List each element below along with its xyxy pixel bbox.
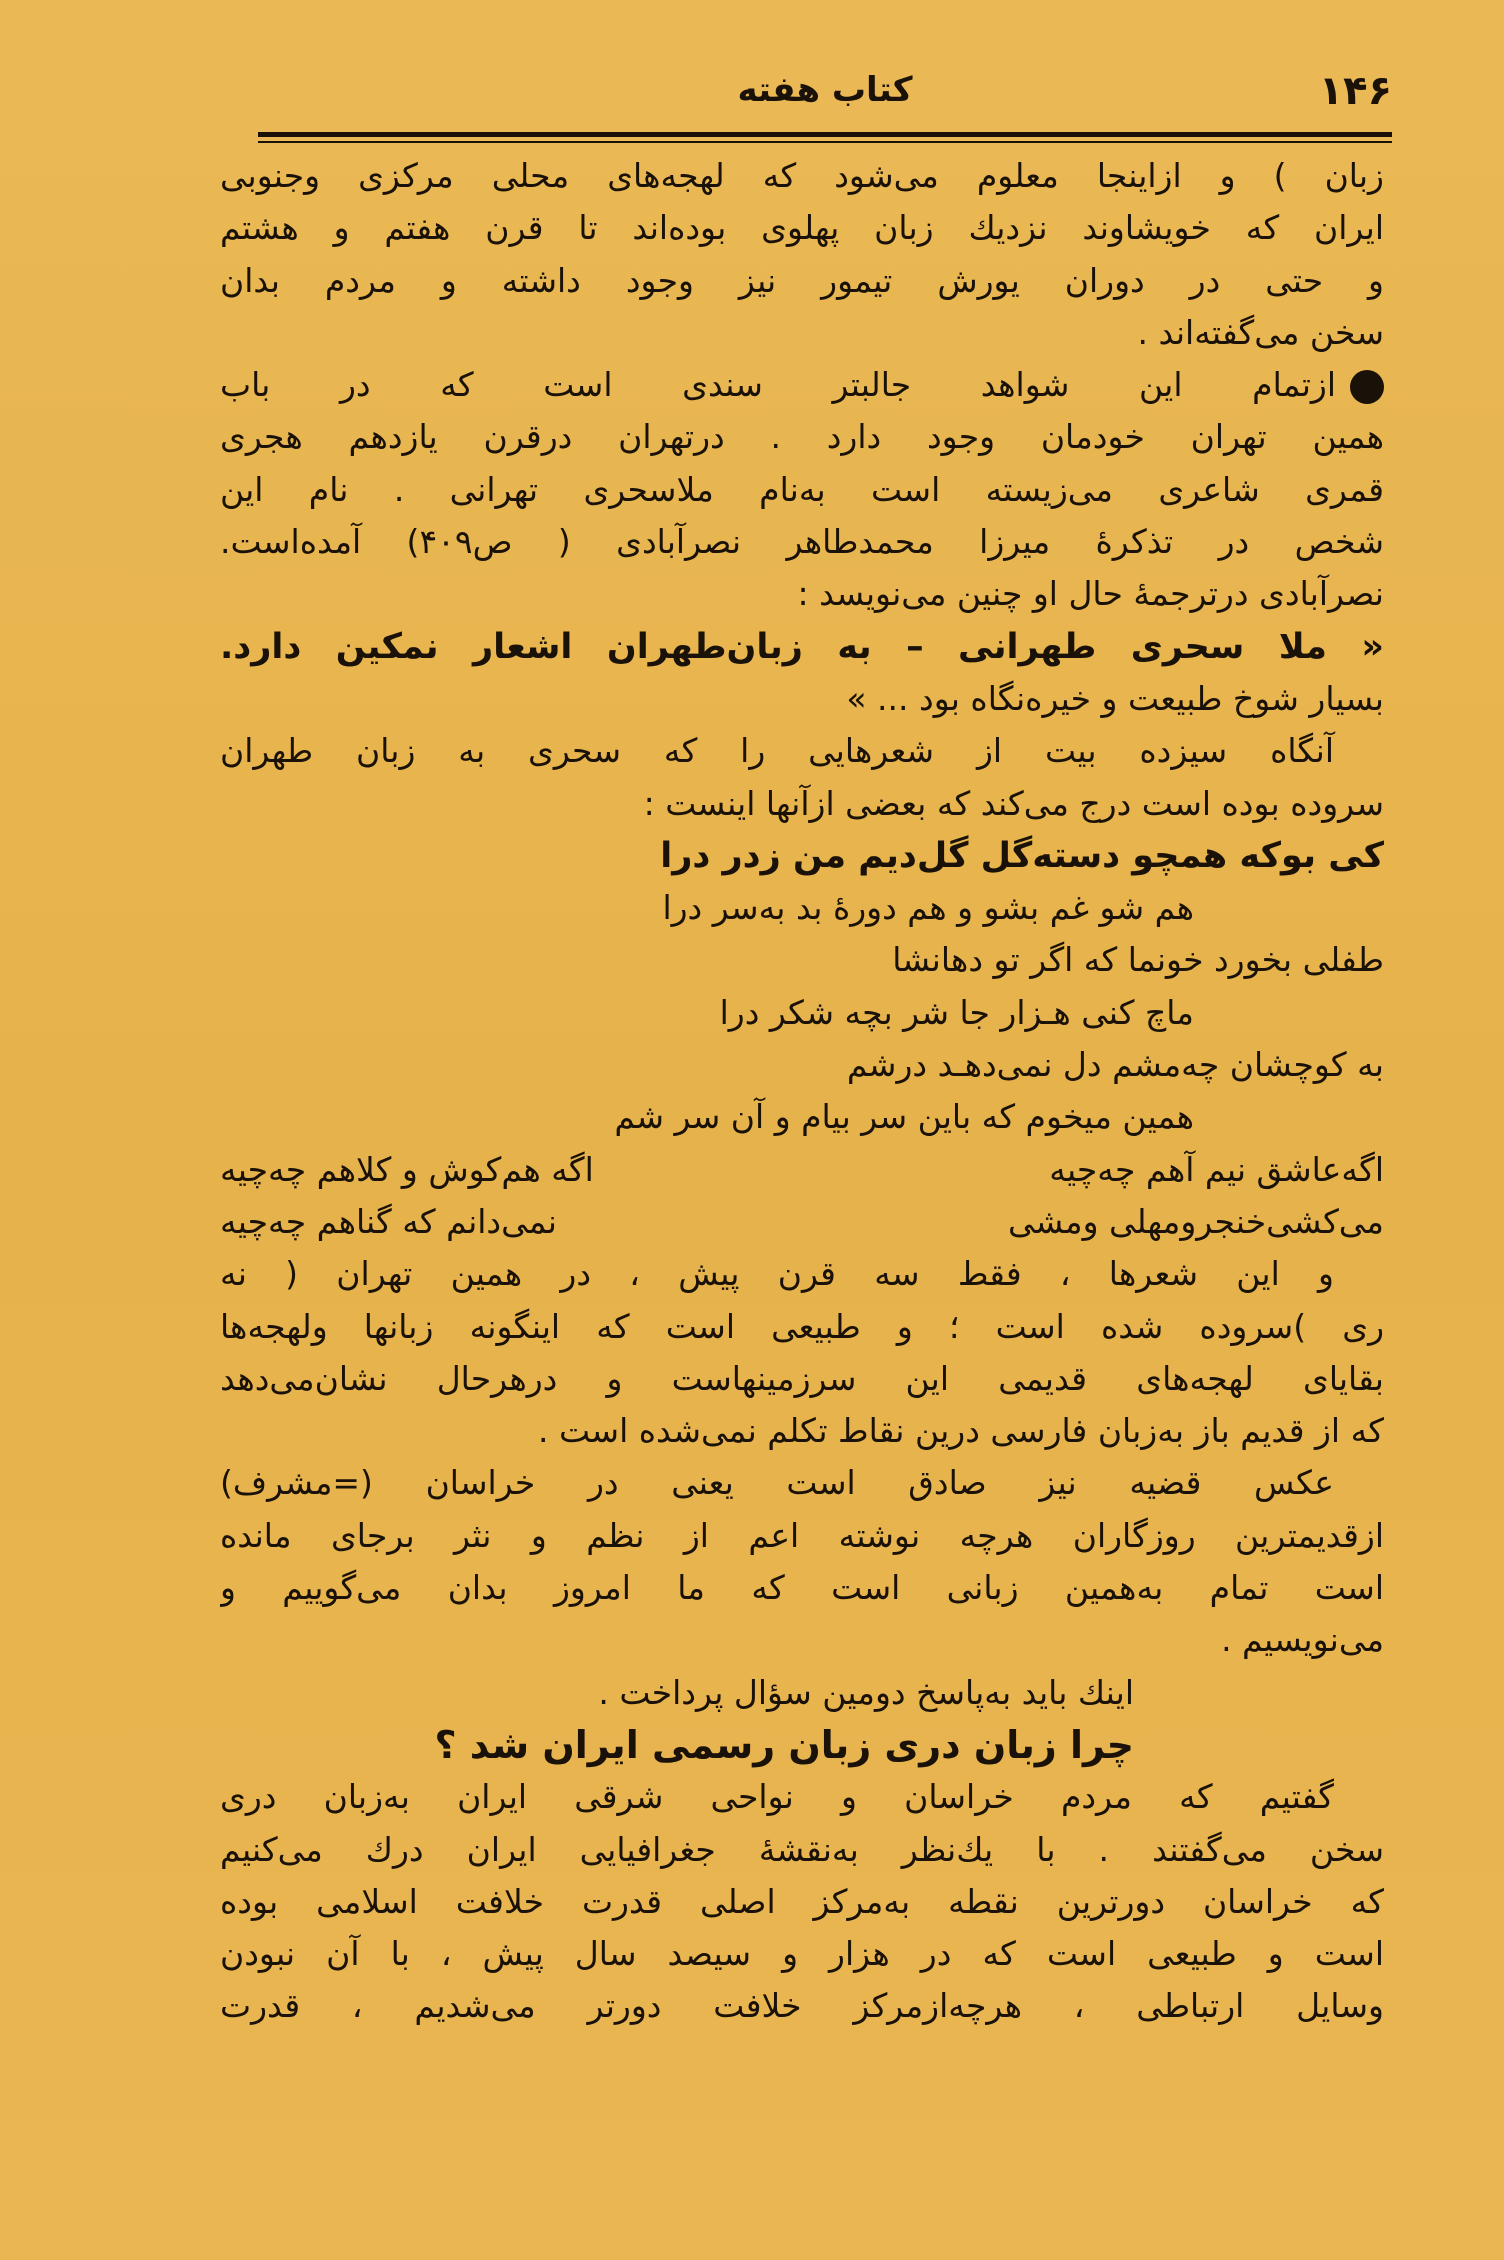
page-header xyxy=(258,62,1392,126)
running-title: کتاب هفته xyxy=(737,70,913,110)
text-line: است و طبیعی است که در هزار و سیصد سال پیش ، با آن نبودن xyxy=(220,1934,1384,1974)
text-line: آنگاه سیزده بیت از شعرهایی را که سحری به زبان طهران xyxy=(220,731,1334,771)
text-line: گفتیم که مردم خراسان و نواحی شرقی ایران به‌زبان دری xyxy=(220,1777,1334,1817)
verse-line: طفلی بخورد خونما که اگر تو دهانشا xyxy=(892,940,1384,980)
text-line: بقایای لهجه‌های قدیمی این سرزمینهاست و درهرحال نشان‌می‌دهد xyxy=(220,1358,1384,1398)
text-line: عکس قضیه نیز صادق است یعنی در خراسان (=مشرف) xyxy=(220,1463,1334,1503)
couplet-right: می‌کشی‌خنجرومهلی ومشی xyxy=(1007,1201,1384,1241)
text-line: قمری شاعری می‌زیسته است به‌نام ملاسحری تهرانی . نام این xyxy=(220,469,1384,509)
section-heading: چرا زبان دری زبان رسمی ایران شد ؟ xyxy=(434,1722,1134,1767)
text-line: شخص در تذکرهٔ میرزا محمدطاهر نصرآبادی ( ص۴۰۹) آمده‌است. xyxy=(220,522,1384,562)
quote-line: بسیار شوخ طبیعت و خیره‌نگاه بود ... » xyxy=(846,678,1384,718)
text-line: زبان ) و ازاینجا معلوم می‌شود که لهجه‌های محلی مرکزی وجنوبی xyxy=(220,156,1384,195)
text-line: است تمام به‌همین زبانی است که ما امروز بدان می‌گوییم و xyxy=(220,1568,1384,1608)
text-line: می‌نویسیم . xyxy=(1221,1620,1384,1660)
verse-line: به کوچشان چه‌مشم دل نمی‌دهـد درشم xyxy=(846,1045,1384,1085)
text-line: ازقدیمترین روزگاران هرچه نوشته اعم از نظم و نثر برجای مانده xyxy=(220,1515,1384,1555)
couplet-row xyxy=(220,1196,1384,1248)
couplet-left: نمی‌دانم که گناهم چه‌چیه xyxy=(220,1201,557,1241)
quote-line: « ملا سحری طهرانی – به زبان‌طهران اشعار نمکین دارد. xyxy=(220,626,1384,667)
text-line: که از قدیم باز به‌زبان فارسی درین نقاط تکلم نمی‌شده است . xyxy=(538,1411,1384,1451)
couplet-row xyxy=(220,1144,1384,1196)
text-line: ازتمام این شواهد جالبتر سندی است که در باب xyxy=(220,365,1336,405)
header-rule xyxy=(258,132,1392,137)
text-line: سخن می‌گفتند . با یك‌نظر به‌نقشهٔ جغرافیایی ایران درك می‌کنیم xyxy=(220,1829,1384,1869)
text-line: ایران که خویشاوند نزدیك زبان پهلوی بوده‌اند تا قرن هفتم و هشتم xyxy=(220,208,1384,248)
text-line: اینك باید به‌پاسخ دومین سؤال پرداخت . xyxy=(598,1672,1134,1712)
text-line: ری )سروده شده است ؛ و طبیعی است که اینگونه زبانها ولهجه‌ها xyxy=(220,1306,1384,1346)
text-line: که خراسان دورترین نقطه به‌مرکز اصلی قدرت خلافت اسلامی بوده xyxy=(220,1881,1384,1921)
text-line: و این شعرها ، فقط سه قرن پیش ، در همین تهران ( نه xyxy=(220,1254,1334,1294)
text-line: وسایل ارتباطی ، هرچه‌ازمرکز خلافت دورتر می‌شدیم ، قدرت xyxy=(220,1986,1384,2026)
text-line: سروده بوده است درج می‌کند که بعضی ازآنها اینست : xyxy=(643,783,1384,823)
couplet-right: اگه‌عاشق نیم آهم چه‌چیه xyxy=(1049,1149,1384,1189)
verse-line: هم شو غم بشو و هم دورهٔ بد به‌سر درا xyxy=(662,888,1194,928)
text-line: و حتی در دوران یورش تیمور نیز وجود داشته و مردم بدان xyxy=(220,260,1384,300)
verse-line: کی بوکه همچو دسته‌گل گل‌دیم من زدر درا xyxy=(660,835,1384,876)
verse-line: ماچ کنی هـزار جا شر بچه شکر درا xyxy=(719,992,1194,1032)
text-line: نصرآبادی درترجمهٔ حال او چنین می‌نویسد : xyxy=(797,574,1384,614)
header-rule-thin xyxy=(258,141,1392,143)
text-line: همین تهران خودمان وجود دارد . درتهران درقرن یازدهم هجری xyxy=(220,417,1384,457)
couplet-left: اگه هم‌کوش و کلاهم چه‌چیه xyxy=(220,1149,594,1189)
bullet-dot-icon xyxy=(1350,370,1384,404)
paragraph-start xyxy=(220,359,1384,411)
verse-line: همین میخوم که باین سر بیام و آن سر شم xyxy=(614,1097,1194,1137)
page-number: ۱۴۶ xyxy=(1318,68,1392,114)
text-line: سخن می‌گفته‌اند . xyxy=(1137,312,1384,352)
body-text xyxy=(220,150,1384,2033)
